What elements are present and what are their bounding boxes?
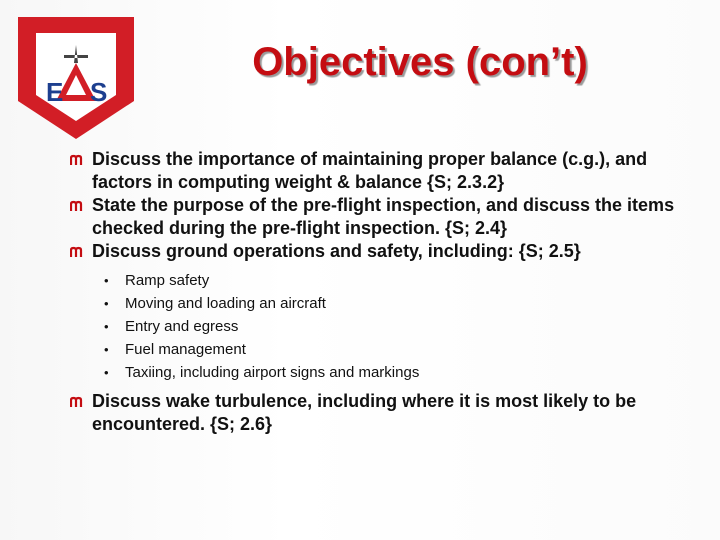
objective-item [70, 194, 690, 240]
sub-item [104, 292, 690, 315]
objective-text: Discuss the importance of maintaining proper balance (c.g.), and factors in computing weight & balance {S; 2.3.2} [92, 149, 648, 192]
bullet-dot-icon: • [104, 319, 109, 334]
ballot-m-icon [70, 153, 84, 167]
sub-item [104, 361, 690, 384]
objective-item [70, 148, 690, 194]
sub-item-text: Taxiing, including airport signs and markings [125, 364, 420, 381]
sub-item-text: Fuel management [125, 341, 246, 358]
objective-text: Discuss ground operations and safety, including: {S; 2.5} [92, 241, 581, 261]
logo-letter-e: E [46, 77, 64, 107]
bullet-dot-icon: • [104, 342, 109, 357]
slide-title: Objectives (con’t) [252, 40, 588, 84]
ballot-m-icon [70, 199, 84, 213]
bullet-dot-icon: • [104, 296, 109, 311]
objective-text: State the purpose of the pre-flight inspection, and discuss the items checked during the pre-flight inspection. {S; 2.4} [92, 195, 675, 238]
objective-text: Discuss wake turbulence, including where it is most likely to be encountered. {S; 2.6} [92, 391, 637, 434]
bullet-dot-icon: • [104, 273, 109, 288]
sub-item [104, 315, 690, 338]
objective-item [70, 390, 690, 436]
ground-ops-sublist [104, 269, 690, 384]
sub-item-text: Entry and egress [125, 318, 239, 335]
sub-item-text: Ramp safety [125, 272, 210, 289]
sub-item [104, 338, 690, 361]
objective-item [70, 240, 690, 263]
objectives-list [70, 148, 690, 436]
bullet-dot-icon: • [104, 365, 109, 380]
ces-logo [16, 15, 136, 141]
ballot-m-icon [70, 245, 84, 259]
sub-item [104, 269, 690, 292]
ballot-m-icon [70, 395, 84, 409]
sub-item-text: Moving and loading an aircraft [125, 295, 326, 312]
logo-letter-s: S [90, 77, 108, 107]
